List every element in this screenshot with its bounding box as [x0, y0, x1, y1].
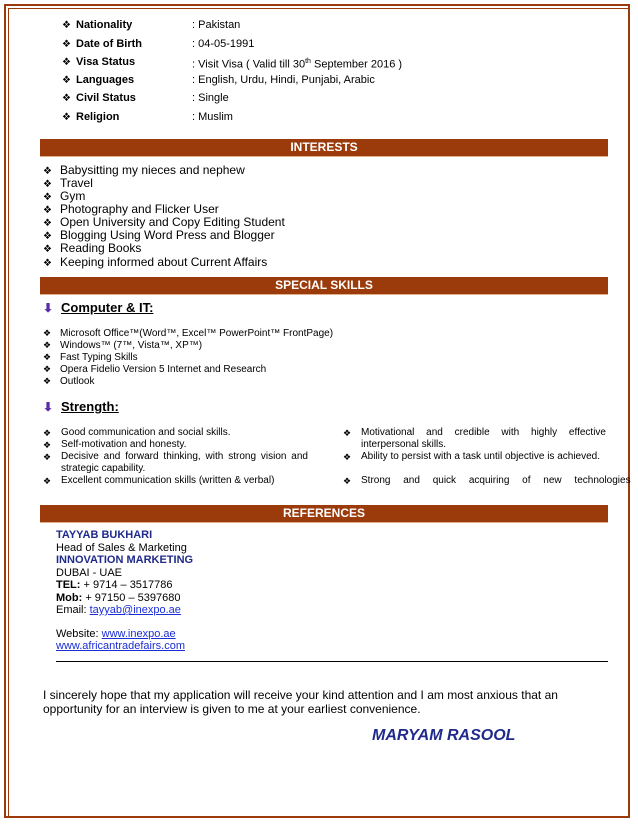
four-diamond-bullet-icon: ❖ — [43, 364, 52, 374]
reference-location: DUBAI - UAE — [56, 567, 123, 579]
reference-position: Head of Sales & Marketing — [56, 542, 187, 554]
special-skills-header: SPECIAL SKILLS — [40, 277, 608, 295]
interests-header: INTERESTS — [40, 139, 608, 157]
four-diamond-bullet-icon: ❖ — [43, 428, 52, 438]
list-item: ❖ Motivational and credible with highly effective interpersonal skills. — [343, 427, 606, 450]
info-row-civil-status: ❖ Civil Status : Single — [62, 92, 229, 104]
reference-name: TAYYAB BUKHARI — [56, 529, 153, 541]
down-arrow-icon: ⬇ — [43, 301, 54, 315]
four-diamond-bullet-icon: ❖ — [62, 93, 71, 104]
info-row-nationality: ❖ Nationality : Pakistan — [62, 19, 241, 31]
list-item: ❖ Photography and Flicker User — [43, 202, 219, 216]
list-item: ❖ Babysitting my nieces and nephew — [43, 163, 245, 177]
computer-it-heading: ⬇ Computer & IT: — [43, 300, 154, 315]
four-diamond-bullet-icon: ❖ — [43, 231, 52, 242]
four-diamond-bullet-icon: ❖ — [43, 179, 52, 190]
four-diamond-bullet-icon: ❖ — [43, 452, 52, 462]
info-row-visa: ❖ Visa Status : Visit Visa ( Valid till 30th September 2016 ) — [62, 56, 403, 71]
list-item: ❖ Gym — [43, 189, 86, 203]
list-item: ❖ Opera Fidelio Version 5 Internet and Research — [43, 364, 267, 375]
divider — [56, 661, 608, 662]
four-diamond-bullet-icon: ❖ — [62, 75, 71, 86]
four-diamond-bullet-icon: ❖ — [62, 112, 71, 123]
list-item: ❖ Windows™ (7™, Vista™, XP™) — [43, 340, 203, 351]
four-diamond-bullet-icon: ❖ — [43, 376, 52, 386]
list-item: ❖ Microsoft Office™(Word™, Excel™ PowerPoint™ FrontPage) — [43, 328, 334, 339]
strength-heading: ⬇ Strength: — [43, 399, 119, 414]
four-diamond-bullet-icon: ❖ — [43, 192, 52, 203]
four-diamond-bullet-icon: ❖ — [43, 218, 52, 229]
four-diamond-bullet-icon: ❖ — [43, 258, 52, 269]
four-diamond-bullet-icon: ❖ — [43, 352, 52, 362]
list-item: ❖ Good communication and social skills. — [43, 427, 231, 438]
info-row-dob: ❖ Date of Birth : 04-05-1991 — [62, 38, 255, 50]
reference-email: Email: tayyab@inexpo.ae — [56, 604, 181, 616]
info-row-languages: ❖ Languages : English, Urdu, Hindi, Punjabi, Arabic — [62, 74, 375, 86]
four-diamond-bullet-icon: ❖ — [43, 166, 52, 177]
references-header: REFERENCES — [40, 505, 608, 523]
four-diamond-bullet-icon: ❖ — [43, 476, 52, 486]
four-diamond-bullet-icon: ❖ — [62, 57, 71, 68]
list-item: ❖ Excellent communication skills (written & verbal) — [43, 475, 275, 486]
signature-name: MARYAM RASOOL — [372, 727, 516, 744]
reference-website-2 — [56, 640, 185, 653]
email-link[interactable]: tayyab@inexpo.ae — [89, 604, 181, 616]
four-diamond-bullet-icon: ❖ — [343, 452, 352, 462]
list-item: ❖ Open University and Copy Editing Student — [43, 215, 285, 229]
info-row-religion: ❖ Religion : Muslim — [62, 111, 233, 123]
four-diamond-bullet-icon: ❖ — [43, 340, 52, 350]
four-diamond-bullet-icon: ❖ — [62, 39, 71, 50]
website-link-2[interactable]: www.africantradefairs.com — [56, 640, 185, 652]
four-diamond-bullet-icon: ❖ — [343, 476, 352, 486]
closing-paragraph: I sincerely hope that my application will receive your kind attention and I am most anxious that an opportunity for an interview is given to me at your earliest convenience. — [43, 688, 558, 716]
reference-website: Website: www.inexpo.ae — [56, 628, 176, 640]
reference-tel: TEL: + 9714 – 3517786 — [56, 579, 173, 591]
list-item: ❖ Travel — [43, 176, 93, 190]
list-item: ❖ Keeping informed about Current Affairs — [43, 255, 268, 269]
down-arrow-icon: ⬇ — [43, 400, 54, 414]
four-diamond-bullet-icon: ❖ — [62, 20, 71, 31]
list-item: ❖ Reading Books — [43, 241, 142, 255]
list-item: ❖ Strong and quick acquiring of new technologies — [343, 475, 631, 486]
list-item: ❖ Decisive and forward thinking, with strong vision and strategic capability. — [43, 451, 308, 474]
list-item: ❖ Ability to persist with a task until objective is achieved. — [343, 451, 600, 462]
four-diamond-bullet-icon: ❖ — [43, 244, 52, 255]
reference-company: INNOVATION MARKETING — [56, 554, 194, 566]
list-item: ❖ Blogging Using Word Press and Blogger — [43, 228, 275, 242]
four-diamond-bullet-icon: ❖ — [43, 328, 52, 338]
four-diamond-bullet-icon: ❖ — [43, 205, 52, 216]
list-item: ❖ Outlook — [43, 376, 95, 387]
reference-mob: Mob: + 97150 – 5397680 — [56, 592, 181, 604]
website-link[interactable]: www.inexpo.ae — [101, 628, 176, 640]
list-item: ❖ Self-motivation and honesty. — [43, 439, 187, 450]
four-diamond-bullet-icon: ❖ — [43, 440, 52, 450]
four-diamond-bullet-icon: ❖ — [343, 428, 352, 438]
list-item: ❖ Fast Typing Skills — [43, 352, 138, 363]
